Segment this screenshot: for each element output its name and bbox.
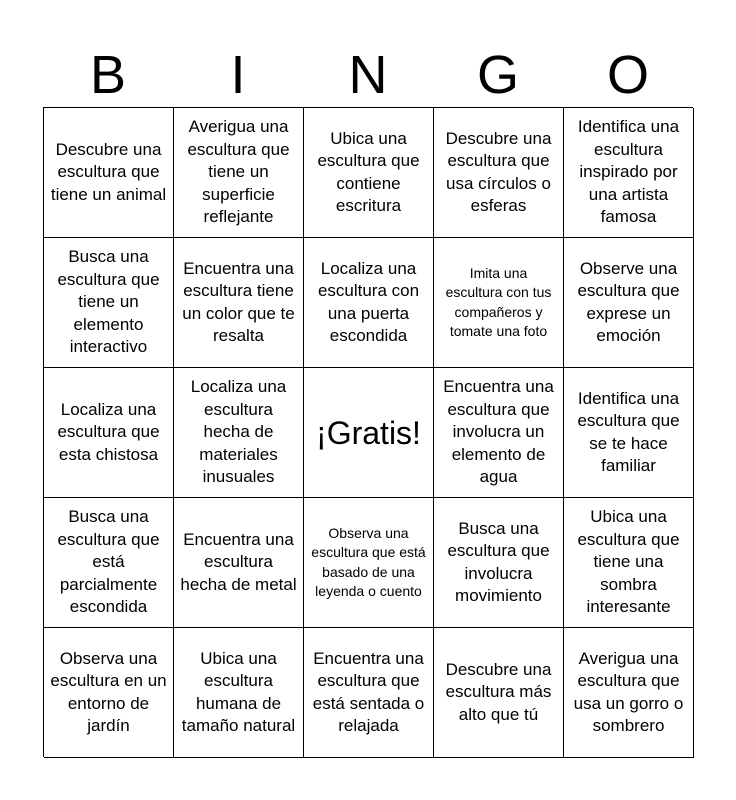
bingo-cell[interactable]: Busca una escultura que tiene un elemento interactivo — [44, 238, 174, 368]
bingo-cell[interactable]: Observe una escultura que exprese un emoción — [564, 238, 694, 368]
bingo-cell[interactable]: Busca una escultura que involucra movimiento — [434, 498, 564, 628]
bingo-cell[interactable]: Descubre una escultura que usa círculos o esferas — [434, 108, 564, 238]
bingo-cell[interactable]: Descubre una escultura que tiene un animal — [44, 108, 174, 238]
bingo-cell[interactable]: Encuentra una escultura hecha de metal — [174, 498, 304, 628]
bingo-cell[interactable]: Ubica una escultura humana de tamaño natural — [174, 628, 304, 758]
bingo-cell[interactable]: Identifica una escultura que se te hace familiar — [564, 368, 694, 498]
header-letter-g: G — [476, 45, 519, 105]
bingo-cell[interactable]: Localiza una escultura que esta chistosa — [44, 368, 174, 498]
bingo-card-grid — [43, 107, 693, 757]
bingo-header — [43, 44, 693, 106]
bingo-cell[interactable]: Localiza una escultura hecha de materiales inusuales — [174, 368, 304, 498]
free-space-cell[interactable]: ¡Gratis! — [304, 368, 434, 498]
bingo-cell[interactable]: Imita una escultura con tus compañeros y tomate una foto — [434, 238, 564, 368]
bingo-cell[interactable]: Encuentra una escultura que involucra un elemento de agua — [434, 368, 564, 498]
header-letter-b: B — [89, 45, 127, 105]
header-letter-n: N — [348, 45, 388, 105]
bingo-cell[interactable]: Encuentra una escultura tiene un color que te resalta — [174, 238, 304, 368]
bingo-cell[interactable]: Observa una escultura en un entorno de jardín — [44, 628, 174, 758]
bingo-cell[interactable]: Observa una escultura que está basado de una leyenda o cuento — [304, 498, 434, 628]
bingo-cell[interactable]: Averigua una escultura que tiene un superficie reflejante — [174, 108, 304, 238]
bingo-cell[interactable]: Ubica una escultura que tiene una sombra interesante — [564, 498, 694, 628]
bingo-cell[interactable]: Averigua una escultura que usa un gorro o sombrero — [564, 628, 694, 758]
bingo-cell[interactable]: Descubre una escultura más alto que tú — [434, 628, 564, 758]
header-letter-i: I — [230, 45, 246, 105]
bingo-cell[interactable]: Busca una escultura que está parcialmente escondida — [44, 498, 174, 628]
header-letter-o: O — [606, 45, 649, 105]
bingo-cell[interactable]: Localiza una escultura con una puerta escondida — [304, 238, 434, 368]
bingo-cell[interactable]: Identifica una escultura inspirado por una artista famosa — [564, 108, 694, 238]
bingo-cell[interactable]: Ubica una escultura que contiene escritura — [304, 108, 434, 238]
bingo-cell[interactable]: Encuentra una escultura que está sentada o relajada — [304, 628, 434, 758]
